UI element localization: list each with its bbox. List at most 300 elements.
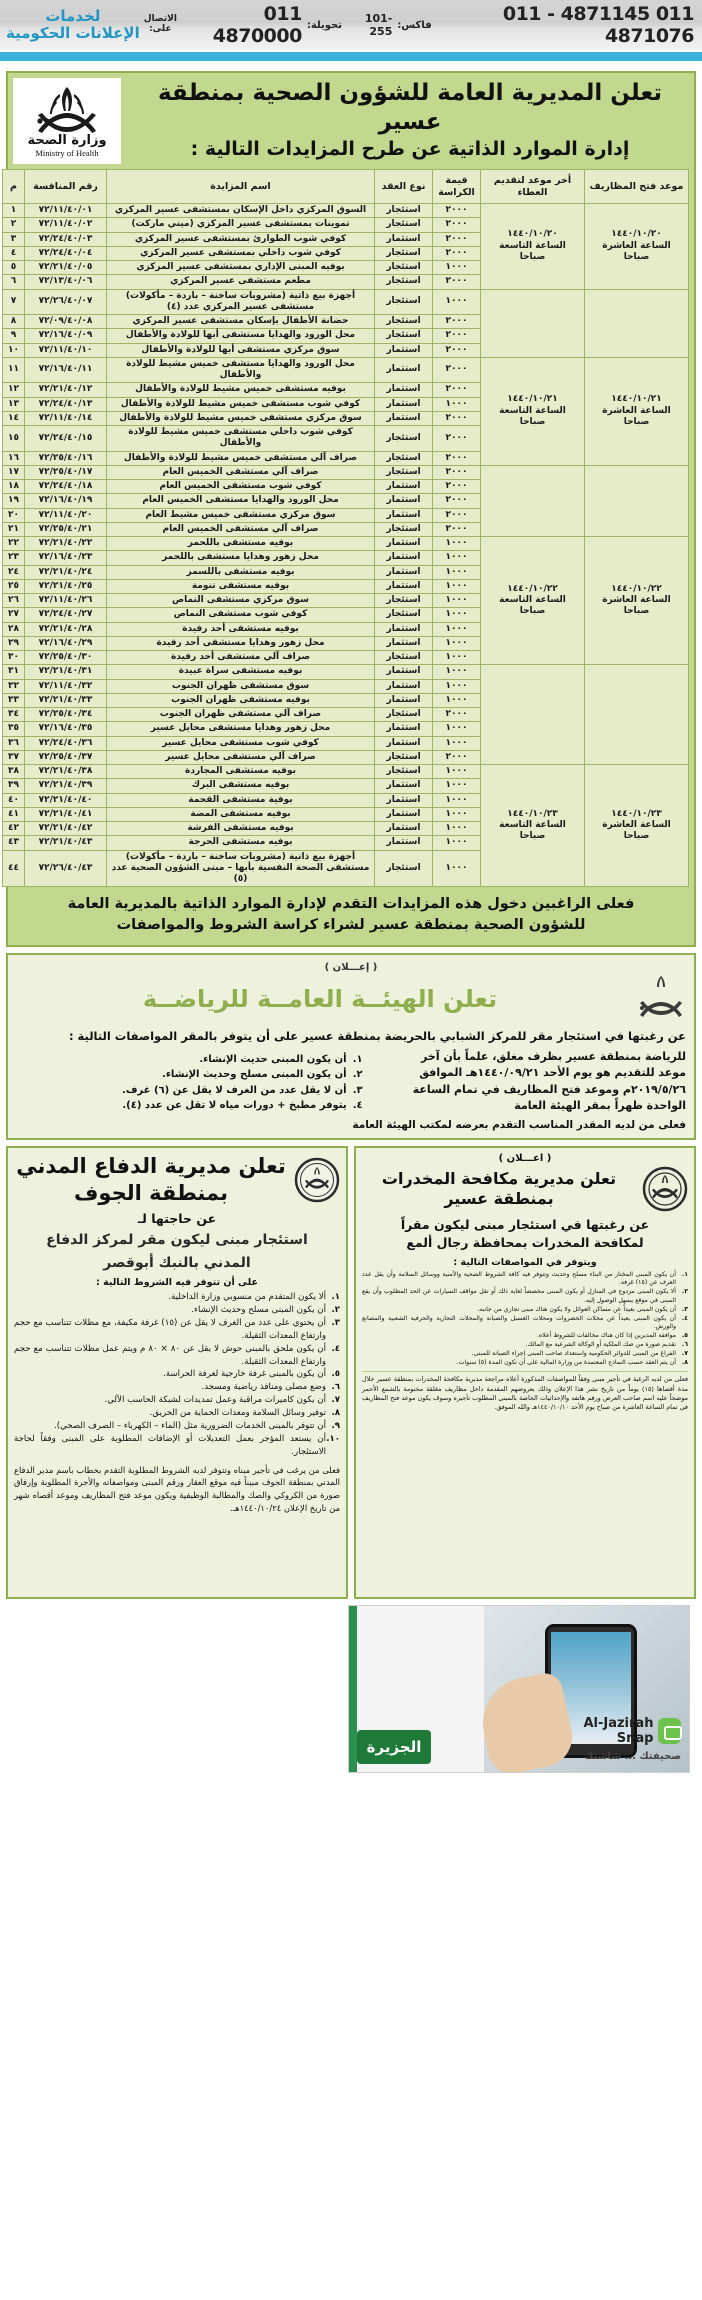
cell-contract-type: استثمار xyxy=(375,636,433,650)
civil-defense-condition-item-number: ٩. xyxy=(331,1421,340,1431)
cell-booklet-price: ١٠٠٠ xyxy=(433,261,481,275)
health-ad-title-2: إدارة الموارد الذاتية عن طرح المزايدات التالية : xyxy=(190,137,630,160)
cell-open-date: ١٤٤٠/١٠/٢٣ الساعة العاشرة صباحا xyxy=(585,765,689,887)
civil-defense-condition-item-text: توفير وسائل السلامة ومعدات الحماية من الحريق. xyxy=(149,1408,326,1419)
cell-index: ١٦ xyxy=(3,451,25,465)
cell-booklet-price: ٢٠٠٠ xyxy=(433,750,481,764)
civil-defense-conditions-intro: على أن تتوفر فيه الشروط التالية : xyxy=(95,1277,259,1289)
government-ads-contact-bar xyxy=(0,0,702,52)
cell-index: ٢٧ xyxy=(3,608,25,622)
sports-condition-item-number: ١. xyxy=(352,1053,363,1065)
narcotics-condition-item-number: ٥. xyxy=(681,1332,688,1340)
civil-defense-condition-item-number: ٢. xyxy=(331,1304,340,1315)
cell-index: ١٩ xyxy=(3,494,25,508)
cell-index: ٦ xyxy=(3,275,25,289)
cell-index: ٣٥ xyxy=(3,722,25,736)
cell-booklet-price: ١٠٠٠ xyxy=(433,579,481,593)
cell-tender-name: سوق مركزي مستشفى خميس مشيط العام xyxy=(107,508,375,522)
cell-booklet-price: ٢٠٠٠ xyxy=(433,329,481,343)
civil-defense-sub-1: عن حاجتها لـ xyxy=(137,1210,217,1226)
cell-open-date: ١٤٤٠/١٠/٢٢ الساعة العاشرة صباحا xyxy=(585,537,689,665)
cell-competition-number: ٧٢/١٦/٤٠/٢٩ xyxy=(25,636,107,650)
cell-booklet-price: ٢٠٠٠ xyxy=(433,246,481,260)
table-row xyxy=(3,289,689,315)
cell-tender-name: بوفيه مستشفى الفرشة xyxy=(107,822,375,836)
cell-contract-type: استثمار xyxy=(375,736,433,750)
cell-tender-name: بوفيه مستشفى سراة عبيدة xyxy=(107,665,375,679)
cell-booklet-price: ٢٠٠٠ xyxy=(433,426,481,452)
sports-side-line-4: الواحدة ظهراً بمقر الهيئة العامة xyxy=(514,1099,686,1113)
cell-tender-name: بوفيه مستشفى تنومة xyxy=(107,579,375,593)
sports-side-line-3: ٢٠١٩/٥/٢٦م وموعد فتح المظاريف في تمام الساعة xyxy=(412,1082,686,1096)
cell-contract-type: استئجار xyxy=(375,246,433,260)
cell-index: ٢٢ xyxy=(3,537,25,551)
narcotics-condition-item xyxy=(362,1288,688,1306)
cell-contract-type: استئجار xyxy=(375,275,433,289)
cell-tender-name: أجهزة بيع ذاتية (مشروبات ساخنة – باردة – مأكولات) مستشفى عسير المركزي عدد (٤) xyxy=(107,289,375,315)
cell-index: ١٨ xyxy=(3,480,25,494)
narcotics-control-emblem-icon xyxy=(642,1166,688,1212)
cell-index: ٢٥ xyxy=(3,579,25,593)
cell-contract-type: استئجار xyxy=(375,651,433,665)
cell-index: ٤٢ xyxy=(3,822,25,836)
health-ad-titles xyxy=(127,78,689,164)
blue-divider-bar xyxy=(0,52,702,61)
cell-tender-name: محل الورود والهدايا مستشفى أبها للولادة والأطفال xyxy=(107,329,375,343)
cell-tender-name: كوفي شوب مستشفى خميس مشيط للولادة والأطفال xyxy=(107,397,375,411)
cell-competition-number: ٧٢/٢٤/٤٠/٠٣ xyxy=(25,232,107,246)
cell-competition-number: ٧٢/١٦/٤٠/١١ xyxy=(25,357,107,383)
cell-competition-number: ٧٢/٢٥/٤٠/٣٤ xyxy=(25,708,107,722)
cell-contract-type: استثمار xyxy=(375,480,433,494)
civil-defense-condition-item-text: أن يحتوي على عدد من الغرف لا يقل عن (١٥) غرفة مكيفة، مع مظلات تتناسب مع حجم وارتفاع المعدات الثقيلة. xyxy=(14,1317,326,1341)
cell-booklet-price: ١٠٠٠ xyxy=(433,537,481,551)
fax-label: فاكس: xyxy=(397,19,432,31)
narcotics-column xyxy=(354,1146,696,1763)
cell-contract-type: استثمار xyxy=(375,343,433,357)
cell-competition-number: ٧٢/٢١/٤٠/٢٥ xyxy=(25,579,107,593)
cell-tender-name: بوفيه المبنى الإداري بمستشفى عسير المركزي xyxy=(107,261,375,275)
cell-last-date xyxy=(481,289,585,357)
cell-index: ٤ xyxy=(3,246,25,260)
cell-index: ٣٦ xyxy=(3,736,25,750)
civil-defense-emblem-icon xyxy=(294,1157,340,1203)
cell-booklet-price: ١٠٠٠ xyxy=(433,722,481,736)
cell-contract-type: استئجار xyxy=(375,750,433,764)
cell-competition-number: ٧٢/٢١/٤٠/٣٩ xyxy=(25,779,107,793)
narcotics-condition-item xyxy=(362,1315,688,1333)
cell-index: ٤٠ xyxy=(3,793,25,807)
cell-contract-type: استثمار xyxy=(375,232,433,246)
cell-contract-type: استثمار xyxy=(375,722,433,736)
civil-defense-advertisement xyxy=(6,1146,348,1599)
narcotics-title-line-2: بمنطقة عسير xyxy=(444,1189,554,1209)
narcotics-condition-item-text: أن يكون المبنى بعيداً عن مساكن العوائل ولا يكون هناك مبنى تجاري من جانبه. xyxy=(477,1305,676,1313)
cell-booklet-price: ٢٠٠٠ xyxy=(433,232,481,246)
civil-defense-condition-item-number: ٦. xyxy=(331,1382,340,1393)
cell-booklet-price: ١٠٠٠ xyxy=(433,822,481,836)
cell-tender-name: محل زهور وهدايا مستشفى باللحمر xyxy=(107,551,375,565)
narcotics-condition-item-number: ٧. xyxy=(681,1349,688,1357)
cell-tender-name: بوفيه مستشفى البرك xyxy=(107,779,375,793)
sports-conditions-list xyxy=(16,1052,377,1115)
cell-tender-name: بوفيه مستشفى خميس مشيط للولادة والأطفال xyxy=(107,383,375,397)
cell-booklet-price: ١٠٠٠ xyxy=(433,608,481,622)
cell-booklet-price: ٢٠٠٠ xyxy=(433,465,481,479)
sports-footer-text: فعلى من لديه المقدر المناسب التقدم بعرضه لمكتب الهيئة العامة xyxy=(352,1118,686,1131)
spacer xyxy=(0,61,702,71)
narcotics-condition-item-text: ألا يكون المبنى مزدوج في المنازل أو يكون المبنى مخصصاً لغاية ذلك أو تقل مواقف السيارات عن الحد المطلوب وأن يقع المبنى في موقع يسهل الوصول إليه. xyxy=(362,1288,676,1304)
cell-index: ٣٨ xyxy=(3,765,25,779)
cell-contract-type: استئجار xyxy=(375,708,433,722)
cell-contract-type: استئجار xyxy=(375,218,433,232)
cell-contract-type: استئجار xyxy=(375,315,433,329)
palm-swords-emblem-icon xyxy=(30,85,104,135)
cell-booklet-price: ٢٠٠٠ xyxy=(433,480,481,494)
cell-booklet-price: ١٠٠٠ xyxy=(433,779,481,793)
cell-tender-name: صراف آلي مستشفى محايل عسير xyxy=(107,750,375,764)
sports-ad-body xyxy=(14,1025,688,1133)
table-row xyxy=(3,357,689,383)
th-open-date: موعد فتح المظاريف xyxy=(585,170,689,204)
th-competition-no: رقم المنافسة xyxy=(25,170,107,204)
civil-defense-condition-item xyxy=(14,1291,340,1304)
sports-authority-advertisement xyxy=(6,953,696,1140)
cell-index: ٤١ xyxy=(3,807,25,821)
cell-contract-type: استثمار xyxy=(375,679,433,693)
cell-competition-number: ٧٢/٢٥/٤٠/٣٧ xyxy=(25,750,107,764)
table-row xyxy=(3,204,689,218)
cell-index: ٥ xyxy=(3,261,25,275)
narcotics-condition-item-number: ٣. xyxy=(681,1305,688,1313)
sports-condition-item-number: ٢. xyxy=(352,1069,363,1081)
cell-competition-number: ٧٢/١١/٤٠/٣٢ xyxy=(25,679,107,693)
sports-condition-item-text: أن يكون المبنى مسلح وحديث الإنشاء. xyxy=(162,1069,347,1081)
cell-booklet-price: ١٠٠٠ xyxy=(433,665,481,679)
aljazirah-paper-logo: الجزيرة xyxy=(357,1730,431,1764)
cell-contract-type: استئجار xyxy=(375,522,433,536)
civil-defense-condition-item-number: ١. xyxy=(331,1292,340,1303)
narcotics-title xyxy=(362,1169,636,1209)
cell-competition-number: ٧٢/٢٤/٤٠/١٣ xyxy=(25,397,107,411)
cell-index: ٢٤ xyxy=(3,565,25,579)
cell-booklet-price: ١٠٠٠ xyxy=(433,793,481,807)
fax-number: 011 4871145 - 011 4871076 xyxy=(502,3,694,47)
cell-booklet-price: ٢٠٠٠ xyxy=(433,204,481,218)
sports-condition-item-text: أن يكون المبنى حديث الإنشاء. xyxy=(199,1053,347,1065)
sports-side-line-2: موعد للتقديم هو يوم الأحد ١٤٤٠/٠٩/٢١هـ الموافق xyxy=(419,1066,686,1080)
narcotics-condition-item-text: أن يكون المبنى المختار من البناء مسلح وحديث وتتوفر فيه كافة الشروط الصحية والأمنية ووسائل السلامة وأن يقل عدد الغرف عن (١٥) غرفة. xyxy=(362,1270,676,1287)
sports-side-line-1: للرياضة بمنطقة عسير بظرف مغلق، علماً بأن آخر xyxy=(421,1049,686,1063)
sports-authority-title: تعلن الهيئــة العامــة للرياضــة xyxy=(142,985,498,1014)
snap-tagline: صحيفتك ... شاشتك xyxy=(584,1751,681,1763)
sports-condition-item xyxy=(16,1098,363,1114)
civil-defense-condition-item xyxy=(14,1433,340,1459)
sports-lead-text: عن رغبتها في استئجار مقر للمركز الشبابي بالحريضة بمنطقة عسير على أن يتوفر بالمقر المواصفات التالية : xyxy=(68,1029,686,1044)
cell-index: ٣٢ xyxy=(3,679,25,693)
cell-competition-number: ٧٢/٢١/٤٠/٣٣ xyxy=(25,693,107,707)
cell-index: ٩ xyxy=(3,329,25,343)
cell-contract-type: استئجار xyxy=(375,204,433,218)
health-footer-line-1: فعلى الراغبين دخول هذه المزايدات التقدم لإدارة الموارد الذاتية بالمديرية العامة xyxy=(67,896,635,913)
th-last-date: أخر موعد لتقديم العطاء xyxy=(481,170,585,204)
civil-defense-condition-item-number: ٨. xyxy=(331,1408,340,1419)
cell-last-date: ١٤٤٠/١٠/٢٢ الساعة التاسعة صباحا xyxy=(481,537,585,665)
cell-booklet-price: ٢٠٠٠ xyxy=(433,275,481,289)
cell-contract-type: استثمار xyxy=(375,793,433,807)
cell-index: ٢٦ xyxy=(3,594,25,608)
cell-booklet-price: ٢٠٠٠ xyxy=(433,522,481,536)
cell-tender-name: مطعم مستشفى عسير المركزي xyxy=(107,275,375,289)
cell-index: ١٣ xyxy=(3,397,25,411)
civil-defense-title xyxy=(14,1153,288,1206)
civil-defense-condition-item xyxy=(14,1381,340,1394)
cell-competition-number: ٧٢/٢١/٤٠/٢٨ xyxy=(25,622,107,636)
cell-booklet-price: ٢٠٠٠ xyxy=(433,218,481,232)
cell-booklet-price: ٢٠٠٠ xyxy=(433,357,481,383)
cell-index: ٤٤ xyxy=(3,850,25,887)
cell-competition-number: ٧٢/٢١/٤٠/٢٤ xyxy=(25,565,107,579)
cell-competition-number: ٧٢/١١/٤٠/٢٦ xyxy=(25,594,107,608)
table-row xyxy=(3,465,689,479)
civil-defense-condition-item-number: ٤. xyxy=(331,1343,340,1354)
ministry-name-english: Ministry of Health xyxy=(35,147,99,158)
cell-booklet-price: ١٠٠٠ xyxy=(433,693,481,707)
contact-label: الاتصال على: xyxy=(143,14,177,34)
cell-booklet-price: ١٠٠٠ xyxy=(433,636,481,650)
ministry-name-arabic: وزارة الصحة xyxy=(27,132,107,148)
narcotics-condition-item-text: موافقة المديرين إذا كان هناك مخالفات للشروط أعلاه. xyxy=(537,1332,676,1340)
cell-tender-name: بوفيه مستشفى المجاردة xyxy=(107,765,375,779)
cell-competition-number: ٧٢/١٦/٤٠/١٩ xyxy=(25,494,107,508)
cell-competition-number: ٧٢/٢١/٤٠/٠٥ xyxy=(25,261,107,275)
cell-last-date: ١٤٤٠/١٠/٢٠ الساعة التاسعة صباحا xyxy=(481,204,585,290)
cell-competition-number: ٧٢/٢١/٤٠/٣٨ xyxy=(25,765,107,779)
cell-contract-type: استثمار xyxy=(375,693,433,707)
cell-contract-type: استثمار xyxy=(375,622,433,636)
civil-defense-condition-item-number: ١٠. xyxy=(326,1433,340,1444)
sports-condition-item-text: أن لا يقل عدد من الغرف لا يقل عن (٦) غرف. xyxy=(122,1084,347,1096)
cell-index: ١٠ xyxy=(3,343,25,357)
cell-index: ٣٣ xyxy=(3,693,25,707)
table-row xyxy=(3,765,689,779)
narcotics-condition-item-text: تقديم صورة من صك الملكية أو الوكالة الشرعية مع المالك. xyxy=(525,1340,676,1348)
narcotics-sub-line-1: عن رغبتها في استئجار مبنى ليكون مقراً xyxy=(400,1217,650,1233)
table-row xyxy=(3,665,689,679)
cell-index: ٣ xyxy=(3,232,25,246)
cell-contract-type: استثمار xyxy=(375,383,433,397)
health-ad-title-1: تعلن المديرية العامة للشؤون الصحية بمنطقة عسير xyxy=(157,80,663,136)
cell-tender-name: كوفي شوب مستشفى النماص xyxy=(107,608,375,622)
civil-defense-column xyxy=(6,1146,348,1599)
civil-defense-condition-item xyxy=(14,1317,340,1343)
cell-index: ٢٠ xyxy=(3,508,25,522)
narcotics-condition-item xyxy=(362,1341,688,1350)
cell-competition-number: ٧٢/٢١/٤٠/٤٠ xyxy=(25,793,107,807)
cell-last-date: ١٤٤٠/١٠/٢١ الساعة التاسعة صباحا xyxy=(481,357,585,465)
cell-tender-name: محل الورود والهدايا مستشفى خميس مشيط للولادة والأطفال xyxy=(107,357,375,383)
cell-competition-number: ٧٢/٢٥/٤٠/١٦ xyxy=(25,451,107,465)
contact-numbers-group xyxy=(144,3,694,47)
narcotics-condition-item xyxy=(362,1271,688,1289)
cell-tender-name: بوفيه مستشفى ظهران الجنوب xyxy=(107,693,375,707)
cell-index: ١ xyxy=(3,204,25,218)
cell-competition-number: ٧٢/١١/٤٠/١٤ xyxy=(25,411,107,425)
cell-index: ١٤ xyxy=(3,411,25,425)
cell-contract-type: استئجار xyxy=(375,594,433,608)
cell-tender-name: سوق مركزي مستشفى أبها للولادة والأطفال xyxy=(107,343,375,357)
cell-contract-type: استئجار xyxy=(375,465,433,479)
cell-index: ٧ xyxy=(3,289,25,315)
cell-tender-name: أجهزة بيع ذاتية (مشروبات ساخنة – باردة – مأكولات) مستشفى الصحة النفسية بأبها – مبنى الشؤون الصحية عدد (٥) xyxy=(107,850,375,887)
cell-booklet-price: ٢٠٠٠ xyxy=(433,411,481,425)
civil-defense-sub-2: استئجار مبنى ليكون مقر لمركز الدفاع xyxy=(46,1231,308,1248)
table-row xyxy=(3,537,689,551)
cell-tender-name: بوفيه مستشفى أحد رفيدة xyxy=(107,622,375,636)
cell-contract-type: استثمار xyxy=(375,357,433,383)
aljazirah-snap-advertisement[interactable] xyxy=(348,1605,690,1773)
cell-competition-number: ٧٢/٢٥/٤٠/٢١ xyxy=(25,522,107,536)
cell-tender-name: بوفية مستشفى القحمة xyxy=(107,793,375,807)
narcotics-conditions-intro: ويتوفر في المواصفات التالية : xyxy=(453,1256,597,1268)
narcotics-condition-item xyxy=(362,1332,688,1341)
civil-defense-ad-header xyxy=(14,1153,340,1206)
civil-defense-condition-item-text: أن يكون المبنى مسلح وحديث الإنشاء. xyxy=(191,1304,326,1315)
cell-tender-name: صراف آلي مستشفى أحد رفيدة xyxy=(107,651,375,665)
narcotics-subtitle xyxy=(362,1216,688,1252)
cell-tender-name: تموينات بمستشفى عسير المركزي (ميني ماركت) xyxy=(107,218,375,232)
cell-tender-name: بوفيه مستشفى باللحمر xyxy=(107,537,375,551)
narcotics-condition-item-text: أن يكون المبنى بعيداً عن محلات الخضروات ومحلات الغسيل والصيانة والمحلات التجارية والحرفية الشعبية والمصانع والورش. xyxy=(362,1314,676,1331)
cell-contract-type: استثمار xyxy=(375,397,433,411)
bottom-columns xyxy=(6,1146,696,1763)
ministry-of-health-logo xyxy=(13,78,121,164)
narcotics-conditions-list xyxy=(362,1271,688,1368)
cell-competition-number: ٧٢/١٣/٤٠/٠٦ xyxy=(25,275,107,289)
cell-tender-name: صراف آلي مستشفى الخميس العام xyxy=(107,465,375,479)
sports-condition-item-number: ٤. xyxy=(352,1100,363,1112)
cell-competition-number: ٧٢/٢٥/٤٠/٣٠ xyxy=(25,651,107,665)
health-ad-footer xyxy=(13,887,689,940)
cell-booklet-price: ١٠٠٠ xyxy=(433,807,481,821)
cell-index: ٨ xyxy=(3,315,25,329)
cell-tender-name: سوق مستشفى ظهران الجنوب xyxy=(107,679,375,693)
cell-booklet-price: ١٠٠٠ xyxy=(433,397,481,411)
sports-condition-item xyxy=(16,1067,363,1083)
cell-competition-number: ٧٢/٢١/٤٠/١٢ xyxy=(25,383,107,397)
cell-competition-number: ٧٢/١٦/٤٠/٢٣ xyxy=(25,551,107,565)
cell-booklet-price: ١٠٠٠ xyxy=(433,594,481,608)
cell-tender-name: كوفي شوب مستشفى محايل عسير xyxy=(107,736,375,750)
cell-booklet-price: ١٠٠٠ xyxy=(433,836,481,850)
cell-open-date: ١٤٤٠/١٠/٢١ الساعة العاشرة صباحا xyxy=(585,357,689,465)
cell-contract-type: استثمار xyxy=(375,807,433,821)
cell-contract-type: استثمار xyxy=(375,836,433,850)
health-footer-line-2: للشؤون الصحية بمنطقة عسير لشراء كراسة الشروط والمواصفات xyxy=(116,917,586,934)
narcotics-condition-item-text: أن يتم العقد حسب النماذج المعتمدة من وزارة المالية على أن تكون المدة (٥) سنوات. xyxy=(456,1358,676,1366)
narcotics-condition-item-number: ٨. xyxy=(681,1358,688,1366)
narcotics-condition-item-number: ١. xyxy=(681,1270,688,1278)
cell-competition-number: ٧٢/٢٤/٤٠/٣٦ xyxy=(25,736,107,750)
cell-booklet-price: ١٠٠٠ xyxy=(433,679,481,693)
civil-defense-condition-item xyxy=(14,1304,340,1317)
cell-open-date xyxy=(585,465,689,536)
cell-contract-type: استثمار xyxy=(375,822,433,836)
cell-tender-name: صراف آلي مستشفى ظهران الجنوب xyxy=(107,708,375,722)
narcotics-condition-item xyxy=(362,1306,688,1315)
cell-booklet-price: ٢٠٠٠ xyxy=(433,315,481,329)
narcotics-advertisement xyxy=(354,1146,696,1599)
cell-contract-type: استئجار xyxy=(375,608,433,622)
cell-index: ١١ xyxy=(3,357,25,383)
cell-competition-number: ٧٢/١١/٤٠/٠٢ xyxy=(25,218,107,232)
sports-two-col xyxy=(16,1049,686,1115)
narcotics-title-line-1: تعلن مديرية مكافحة المخدرات xyxy=(381,1169,617,1189)
cell-index: ٣٠ xyxy=(3,651,25,665)
cell-tender-name: سوق مركزي مستشفى خميس مشيط للولادة والأطفال xyxy=(107,411,375,425)
narcotics-sub-line-2: لمكافحة المخدرات بمحافظة رجال ألمع xyxy=(406,1235,644,1251)
cell-booklet-price: ٢٠٠٠ xyxy=(433,451,481,465)
cell-last-date xyxy=(481,465,585,536)
cell-competition-number: ٧٢/١١/٤٠/٠١ xyxy=(25,204,107,218)
cell-open-date xyxy=(585,289,689,357)
health-directorate-advertisement xyxy=(6,71,696,947)
sports-condition-item xyxy=(16,1052,363,1068)
cell-contract-type: استئجار xyxy=(375,451,433,465)
cell-competition-number: ٧٢/٢١/٤٠/٤٣ xyxy=(25,836,107,850)
civil-defense-condition-item-number: ٧. xyxy=(331,1395,340,1406)
cell-contract-type: استئجار xyxy=(375,765,433,779)
cell-index: ٢٣ xyxy=(3,551,25,565)
cell-booklet-price: ١٠٠٠ xyxy=(433,565,481,579)
tenders-table-body xyxy=(3,204,689,887)
cell-index: ٢٨ xyxy=(3,622,25,636)
sports-condition-item-number: ٣. xyxy=(352,1084,363,1096)
cell-tender-name: بوفيه مستشفى الحرجة xyxy=(107,836,375,850)
cell-open-date xyxy=(585,665,689,765)
cell-contract-type: استثمار xyxy=(375,551,433,565)
civil-defense-title-line-2: بمنطقة الجوف xyxy=(74,1180,228,1205)
health-ad-header xyxy=(13,78,689,164)
cell-competition-number: ٧٢/١١/٤٠/١٠ xyxy=(25,343,107,357)
narcotics-ad-header xyxy=(362,1166,688,1212)
cell-competition-number: ٧٢/٢٤/٤٠/٠٤ xyxy=(25,246,107,260)
th-tender-name: اسم المزايدة xyxy=(107,170,375,204)
cell-booklet-price: ٢٠٠٠ xyxy=(433,383,481,397)
cell-contract-type: استثمار xyxy=(375,508,433,522)
cell-booklet-price: ١٠٠٠ xyxy=(433,651,481,665)
cell-booklet-price: ٢٠٠٠ xyxy=(433,494,481,508)
cell-index: ٣٩ xyxy=(3,779,25,793)
narcotics-condition-item xyxy=(362,1350,688,1359)
cell-tender-name: كوفي شوب داخلي بمستشفى عسير المركزي xyxy=(107,246,375,260)
cell-contract-type: استثمار xyxy=(375,537,433,551)
cell-index: ١٧ xyxy=(3,465,25,479)
cell-index: ٢١ xyxy=(3,522,25,536)
snap-branding xyxy=(549,1606,689,1772)
cell-tender-name: كوفي شوب داخلي مستشفى خميس مشيط للولادة والأطفال xyxy=(107,426,375,452)
cell-contract-type: استثمار xyxy=(375,665,433,679)
main-phone-number: 011 4870000 xyxy=(212,3,302,47)
sports-condition-item-text: يتوفر مطبخ + دورات مياه لا تقل عن عدد (٤). xyxy=(122,1100,347,1112)
cell-contract-type: استئجار xyxy=(375,289,433,315)
cell-contract-type: استثمار xyxy=(375,579,433,593)
extension-value: 101-255 xyxy=(364,12,393,38)
cell-tender-name: بوفيه مستشفى باللسمر xyxy=(107,565,375,579)
narcotics-condition-item-text: الفراغ من المبنى للدوائر الحكومية واستعداد صاحب المبنى إجراء الصيانة للمبنى. xyxy=(471,1349,676,1357)
civil-defense-condition-item-text: أن يكون بالمبنى غرفة خارجية لغرفة الحراسة. xyxy=(163,1369,326,1380)
cell-tender-name: محل زهور وهدايا مستشفى محايل عسير xyxy=(107,722,375,736)
